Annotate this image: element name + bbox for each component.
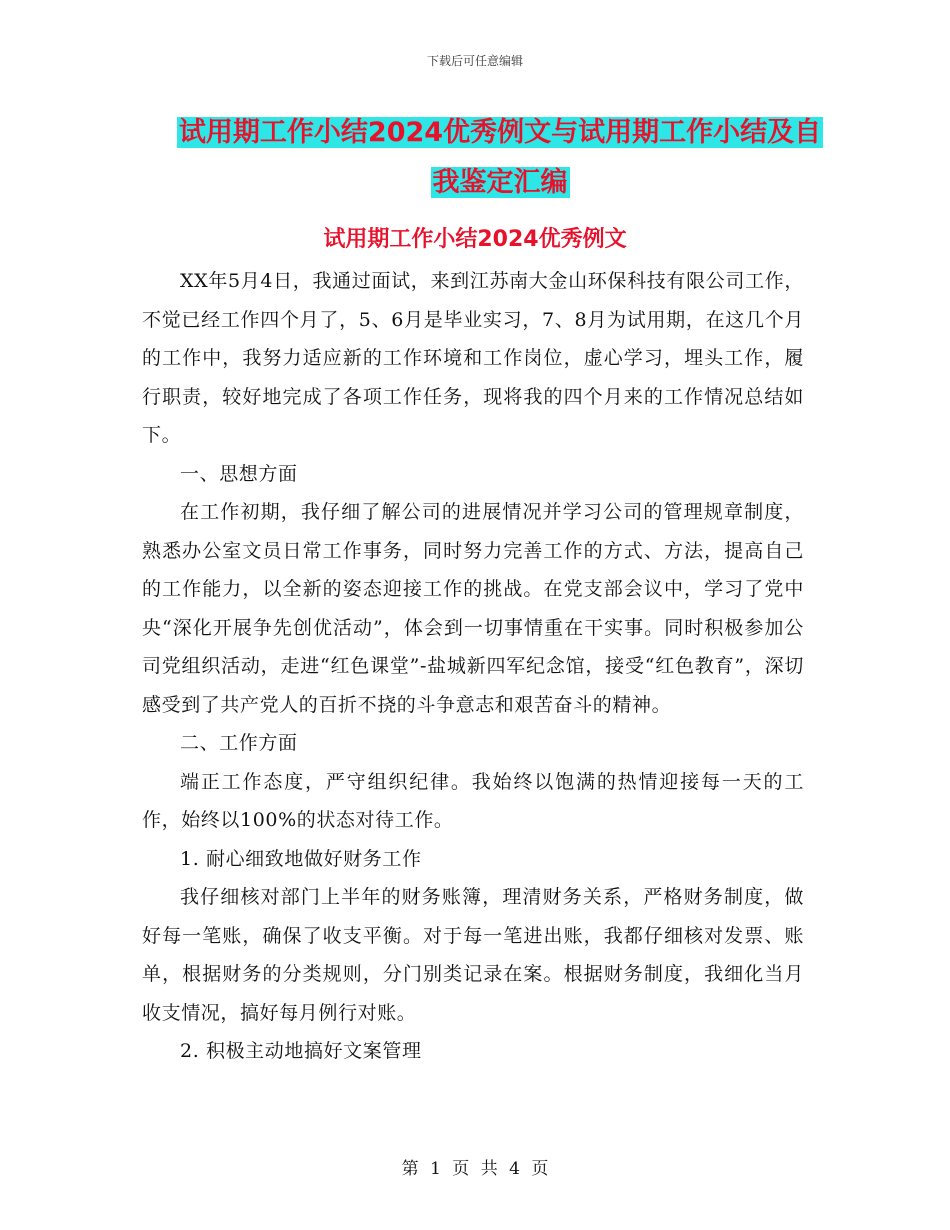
subheading-documents: 2. 积极主动地搞好文案管理 bbox=[180, 1040, 422, 1062]
heading-work: 二、工作方面 bbox=[180, 732, 298, 754]
subheading-finance: 1. 耐心细致地做好财务工作 bbox=[180, 847, 422, 870]
paragraph: 在工作初期，我仔细了解公司的进展情况并学习公司的管理规章制度，熟悉办公室文员日常工作事务，同时努力完善工作的方式、方法，提高自己的工作能力，以全新的姿态迎接工作的挑战。在党支部会议中，学习了党中央“深化开展争先创优活动”，体会到一切事情重在干实事。同时积极参加公司党组织活动，走进“红色课堂”-盐城新四军纪念馆，接受“红色教育”，深切感受到了共产党人的百折不挠的斗争意志和艰苦奋斗的精神。 bbox=[142, 501, 804, 716]
title-line-2: 我鉴定汇编 bbox=[432, 167, 568, 198]
paragraph: 我仔细核对部门上半年的财务账簿，理清财务关系，严格财务制度，做好每一笔账，确保了收支平衡。对于每一笔进出账，我都仔细核对发票、账单，根据财务的分类规则，分门别类记录在案。根据财务制度，我细化当月收支情况，搞好每月例行对账。 bbox=[142, 886, 804, 1024]
header-note: 下载后可任意编辑 bbox=[426, 54, 523, 68]
document-title bbox=[140, 108, 860, 208]
paragraph: 端正工作态度，严守组织纪律。我始终以饱满的热情迎接每一天的工作，始终以100%的状态对待工作。 bbox=[142, 770, 804, 831]
heading-thought: 一、思想方面 bbox=[180, 462, 298, 485]
document-body bbox=[142, 262, 804, 1071]
title-line-1: 试用期工作小结2024优秀例文与试用期工作小结及自 bbox=[178, 117, 822, 148]
page-number: 第 1 页 共 4 页 bbox=[401, 1159, 549, 1179]
paragraph: XX年5月4日，我通过面试，来到江苏南大金山环保科技有限公司工作，不觉已经工作四个月了，5、6月是毕业实习，7、8月为试用期，在这几个月的工作中，我努力适应新的工作环境和工作岗位，虚心学习，埋头工作，履行职责，较好地完成了各项工作任务，现将我的四个月来的工作情况总结如下。 bbox=[142, 270, 804, 446]
section-title: 试用期工作小结2024优秀例文 bbox=[323, 227, 627, 252]
